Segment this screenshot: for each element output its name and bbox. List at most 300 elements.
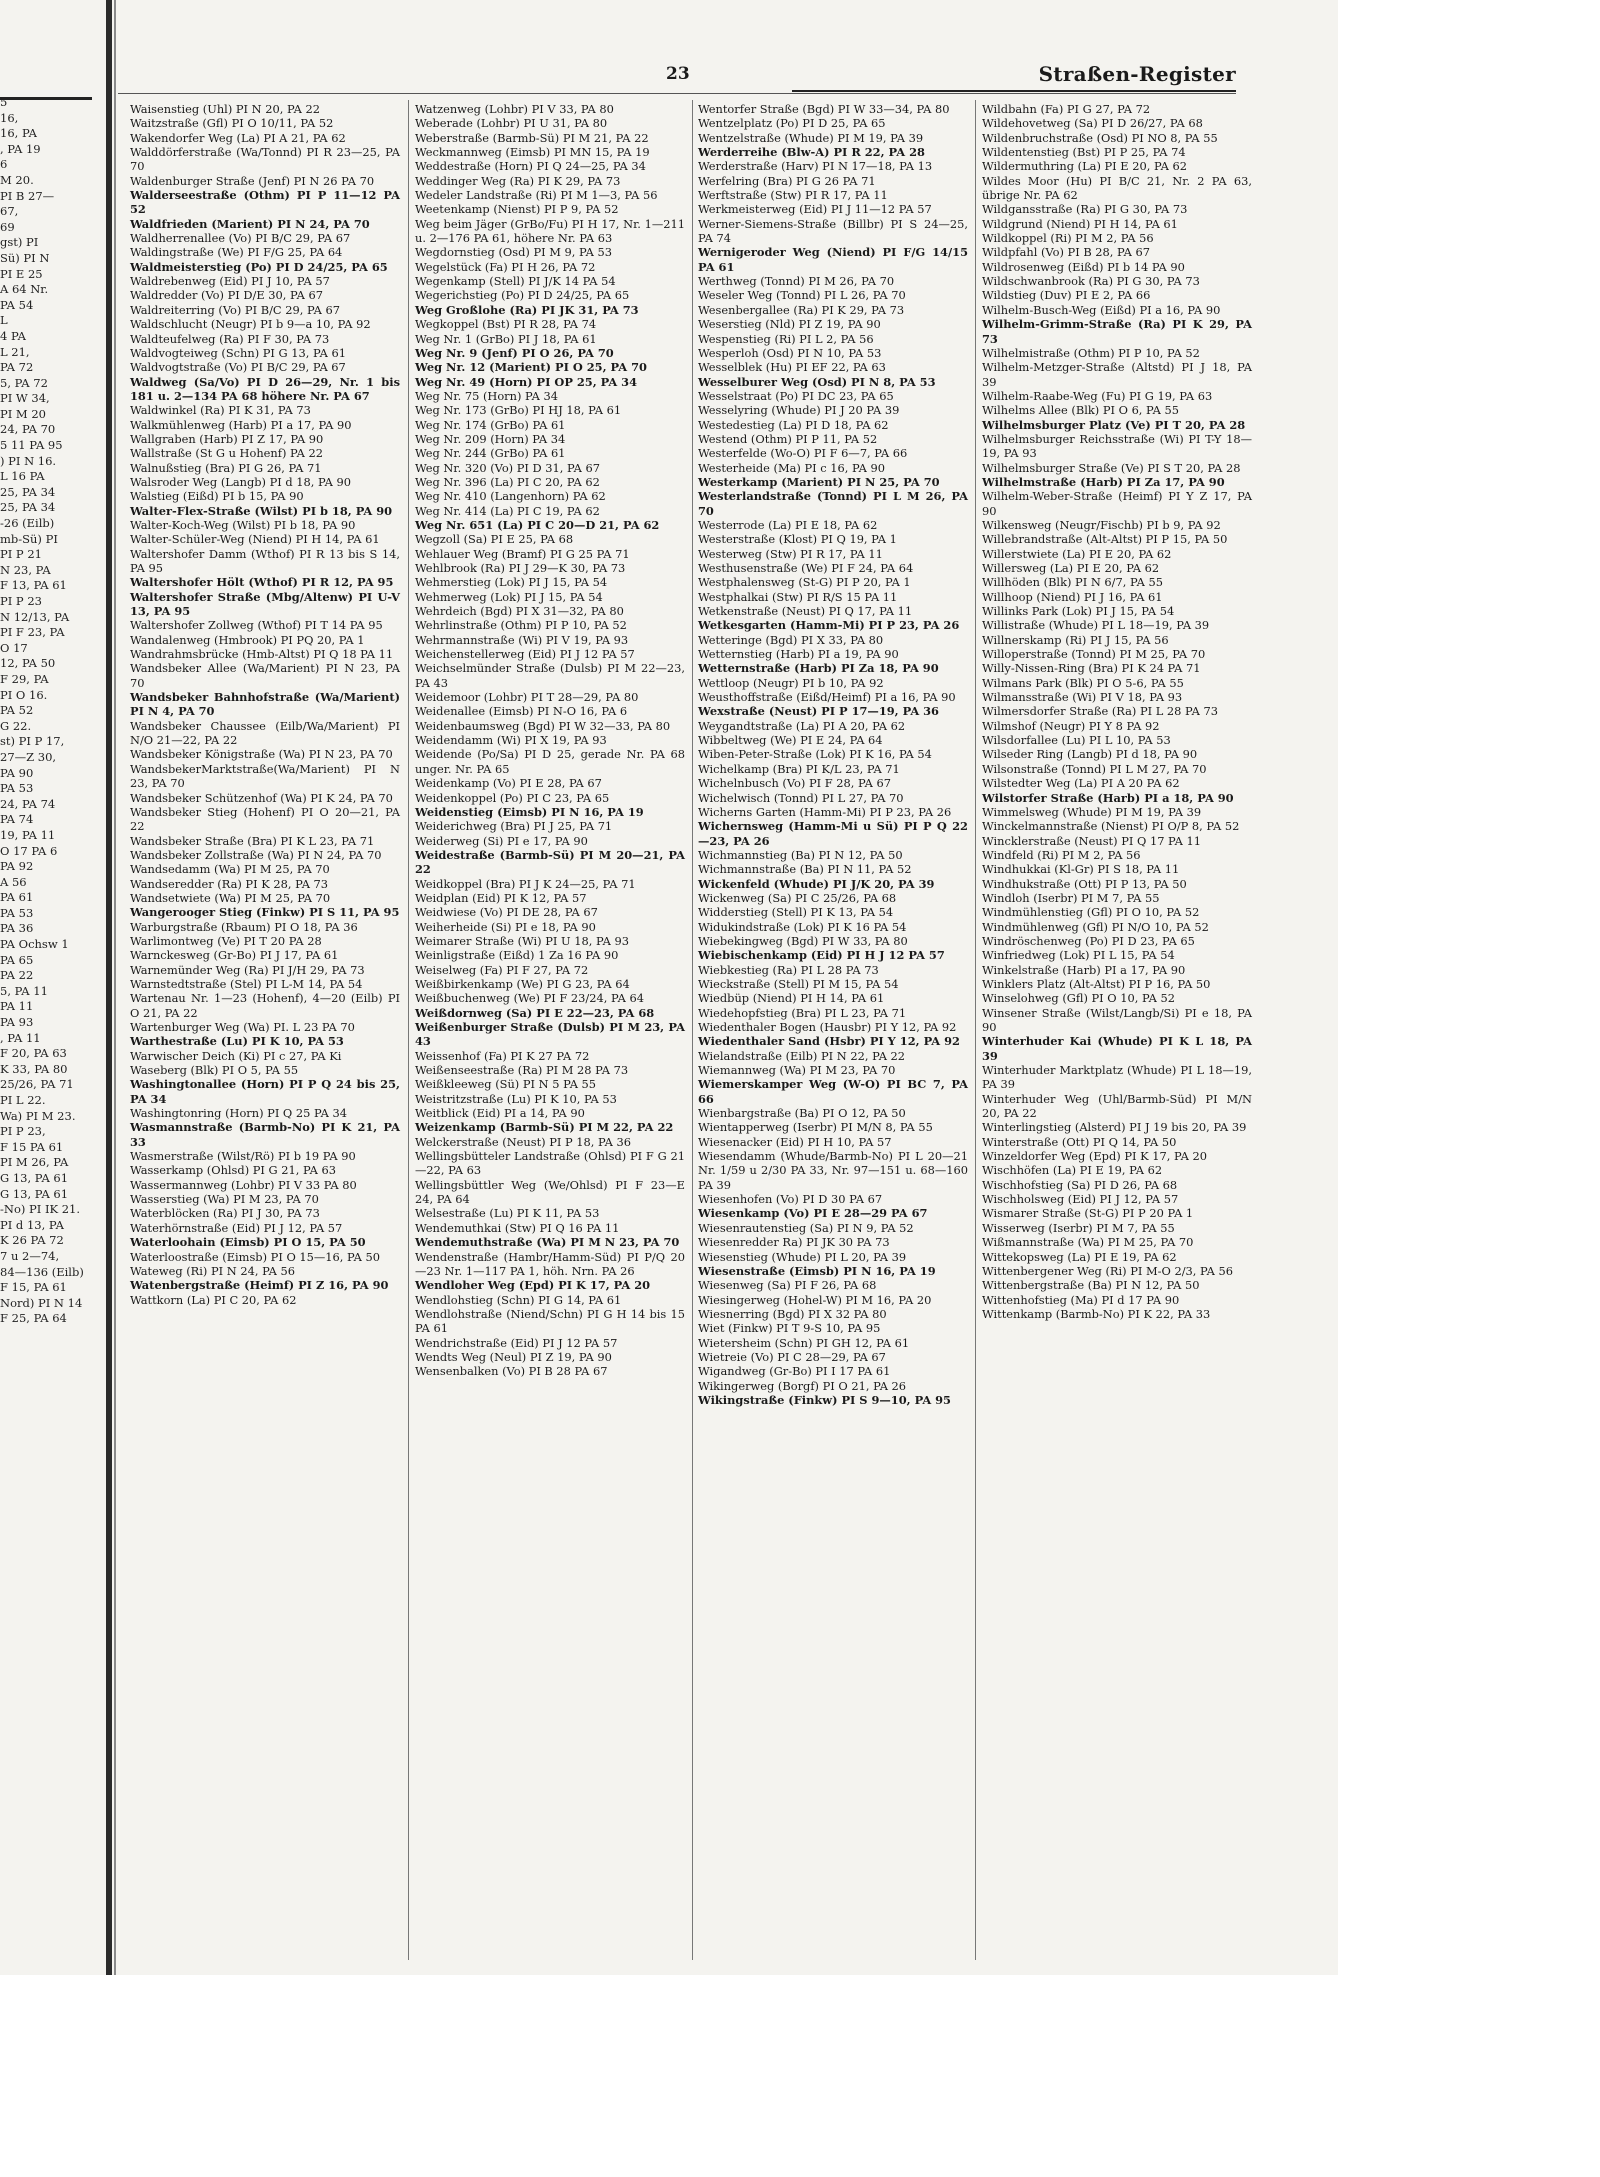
register-entry: Wientapperweg (Iserbr) PI M/N 8, PA 55 <box>698 1120 933 1135</box>
register-entry: Wandsbeker Königstraße (Wa) PI N 23, PA 70 <box>130 747 393 762</box>
register-entry: Wildermuthring (La) PI E 20, PA 62 <box>982 159 1187 174</box>
register-entry: Weg Nr. 320 (Vo) PI D 31, PA 67 <box>415 460 600 475</box>
column-divider <box>408 100 409 1960</box>
register-entry: Westedestieg (La) PI D 18, PA 62 <box>698 417 889 432</box>
register-entry: Waldrebenweg (Eid) PI J 10, PA 57 <box>130 274 330 289</box>
register-entry: Walnußstieg (Bra) PI G 26, PA 71 <box>130 460 322 475</box>
register-entry: Warburgstraße (Rbaum) PI O 18, PA 36 <box>130 919 358 934</box>
register-entry: Weberade (Lohbr) PI U 31, PA 80 <box>415 116 608 131</box>
register-entry: Willy-Nissen-Ring (Bra) PI K 24 PA 71 <box>982 661 1201 676</box>
register-entry: Willersweg (La) PI E 20, PA 62 <box>982 561 1160 575</box>
register-entry: Weg beim Jäger (GrBo/Fu) PI H 17, Nr. 1—211 u. 2—176 PA 61, höhere Nr. PA 63 <box>415 216 685 246</box>
register-entry: Weetenkamp (Nienst) PI P 9, PA 52 <box>415 202 619 217</box>
page-header <box>118 60 1236 90</box>
register-entry: Wandseredder (Ra) PI K 28, PA 73 <box>130 876 329 891</box>
register-entry: Wicherns Garten (Hamm-Mi) PI P 23, PA 26 <box>698 804 952 819</box>
register-entry: Weistritzstraße (Lu) PI K 10, PA 53 <box>415 1091 617 1106</box>
book-gutter <box>106 0 112 1975</box>
register-entry: Westerlandstraße (Tonnd) PI L M 26, PA 70 <box>698 489 968 518</box>
register-entry: Windmühlenstieg (Gfl) PI O 10, PA 52 <box>982 905 1200 920</box>
register-entry: Warnckesweg (Gr-Bo) PI J 17, PA 61 <box>130 948 339 963</box>
left-page-fragment: PI d 13, PA <box>0 1217 64 1232</box>
register-entry: Wilhelm-Raabe-Weg (Fu) PI G 19, PA 63 <box>982 388 1213 403</box>
register-entry: Waldwinkel (Ra) PI K 31, PA 73 <box>130 403 311 418</box>
register-entry: Weckmannweg (Eimsb) PI MN 15, PA 19 <box>415 145 650 160</box>
left-page-fragment: 25/26, PA 71 <box>0 1077 74 1092</box>
register-entry: Weitblick (Eid) PI a 14, PA 90 <box>415 1106 585 1121</box>
register-entry: Wischholsweg (Eid) PI J 12, PA 57 <box>982 1192 1179 1207</box>
register-entry: Willnerskamp (Ri) PI J 15, PA 56 <box>982 632 1169 647</box>
register-entry: Weiderweg (Si) PI e 17, PA 90 <box>415 833 588 848</box>
left-page-fragment: ) PI N 16. <box>0 453 57 468</box>
left-page-fragment: PI M 26, PA <box>0 1155 69 1170</box>
left-page-fragment: F 15, PA 61 <box>0 1280 67 1295</box>
register-entry: Wellingsbütteler Landstraße (Ohlsd) PI F G 21—22, PA 63 <box>415 1149 685 1178</box>
register-entry: Wegdornstieg (Osd) PI M 9, PA 53 <box>415 245 612 260</box>
register-entry: Wakendorfer Weg (La) PI A 21, PA 62 <box>130 130 346 145</box>
register-entry: Wikingerweg (Borgf) PI O 21, PA 26 <box>698 1378 907 1393</box>
register-entry: Weichselmünder Straße (Dulsb) PI M 22—23, PA 43 <box>415 661 685 690</box>
register-entry: Wildkoppel (Ri) PI M 2, PA 56 <box>982 231 1154 246</box>
left-page-fragment: PA 74 <box>0 812 34 827</box>
register-entry: Weiherheide (Si) PI e 18, PA 90 <box>415 919 596 934</box>
left-page-fragment: 4 PA <box>0 328 26 343</box>
register-entry: Willoperstraße (Tonnd) PI M 25, PA 70 <box>982 647 1206 662</box>
register-entry: Wilsdorfallee (Lu) PI L 10, PA 53 <box>982 733 1171 748</box>
register-entry: Waldweg (Sa/Vo) PI D 26—29, Nr. 1 bis 181 u. 2—134 PA 68 höhere Nr. PA 67 <box>130 374 400 403</box>
register-entry: Wandsetwiete (Wa) PI M 25, PA 70 <box>130 890 331 905</box>
left-page-fragment: PI B 27— <box>0 188 55 203</box>
register-entry: Willhöden (Blk) PI N 6/7, PA 55 <box>982 575 1163 590</box>
register-entry: Watzenweg (Lohbr) PI V 33, PA 80 <box>415 102 614 116</box>
register-entry: Wiebkestieg (Ra) PI L 28 PA 73 <box>698 962 879 977</box>
register-entry: Wendlohstieg (Schn) PI G 14, PA 61 <box>415 1292 622 1307</box>
register-entry: Weidestraße (Barmb-Sü) PI M 20—21, PA 22 <box>415 847 685 877</box>
register-entry: Weidende (Po/Sa) PI D 25, gerade Nr. PA 68 unger. Nr. PA 65 <box>415 747 685 776</box>
left-page-fragment: PI E 25 <box>0 266 43 281</box>
register-entry: Wiesenkamp (Vo) PI E 28—29 PA 67 <box>698 1206 928 1221</box>
register-entry: Welckerstraße (Neust) PI P 18, PA 36 <box>415 1134 631 1149</box>
register-column-3 <box>698 102 968 1407</box>
register-entry: Wellingsbüttler Weg (We/Ohlsd) PI F 23—E 24, PA 64 <box>415 1177 685 1207</box>
left-page-fragment: PI F 23, PA <box>0 625 65 640</box>
left-page-fragment: 24, PA 70 <box>0 422 56 437</box>
register-entry: Wernigeroder Weg (Niend) PI F/G 14/15 PA 61 <box>698 245 968 274</box>
left-page-fragment: PA 53 <box>0 905 34 920</box>
register-entry: Wentzelstraße (Whude) PI M 19, PA 39 <box>698 130 924 145</box>
register-entry: Wentorfer Straße (Bgd) PI W 33—34, PA 80 <box>698 102 950 116</box>
left-page-fragment: , PA 11 <box>0 1030 41 1045</box>
register-entry: Wildgansstraße (Ra) PI G 30, PA 73 <box>982 202 1188 217</box>
register-entry: Wimmelsweg (Whude) PI M 19, PA 39 <box>982 804 1202 819</box>
register-entry: Weißbirkenkamp (We) PI G 23, PA 64 <box>415 976 630 991</box>
left-page-fragment: 5 <box>0 95 8 109</box>
register-entry: Wendlohstraße (Niend/Schn) PI G H 14 bis 15 PA 61 <box>415 1306 685 1336</box>
register-entry: Willhoop (Niend) PI J 16, PA 61 <box>982 589 1163 604</box>
register-entry: Windröschenweg (Po) PI D 23, PA 65 <box>982 933 1195 948</box>
register-entry: Waldredder (Vo) PI D/E 30, PA 67 <box>130 288 323 303</box>
register-entry: Weg Nr. 75 (Horn) PA 34 <box>415 388 558 403</box>
register-column-1 <box>130 102 400 1307</box>
register-entry: Walter-Koch-Weg (Wilst) PI b 18, PA 90 <box>130 517 356 532</box>
register-entry: Weygandtstraße (La) PI A 20, PA 62 <box>698 718 906 733</box>
register-entry: Wilhelm-Busch-Weg (Eißd) PI a 16, PA 90 <box>982 302 1221 317</box>
register-entry: Waldfrieden (Marient) PI N 24, PA 70 <box>130 216 370 231</box>
register-entry: Weserstieg (Nld) PI Z 19, PA 90 <box>698 317 881 332</box>
register-entry: Waldschlucht (Neugr) PI b 9—a 10, PA 92 <box>130 317 371 332</box>
left-page-fragment: F 29, PA <box>0 671 49 686</box>
register-entry: Weißdornweg (Sa) PI E 22—23, PA 68 <box>415 1005 655 1020</box>
register-entry: Wilhelm-Metzger-Straße (Altstd) PI J 18, PA 39 <box>982 360 1252 389</box>
register-entry: Weidendamm (Wi) PI X 19, PA 93 <box>415 733 607 748</box>
left-page-fragment: PI W 34, <box>0 391 50 406</box>
left-page-fragment: L 21, <box>0 344 30 359</box>
register-entry: Wehlbrook (Ra) PI J 29—K 30, PA 73 <box>415 561 626 575</box>
left-page-fragment: PA 53 <box>0 781 34 796</box>
left-page-fragment: N 12/13, PA <box>0 609 70 624</box>
left-page-fragment: 67, <box>0 204 19 219</box>
register-entry: Wettloop (Neugr) PI b 10, PA 92 <box>698 675 884 690</box>
register-entry: Westerrode (La) PI E 18, PA 62 <box>698 517 878 532</box>
register-entry: Wildbahn (Fa) PI G 27, PA 72 <box>982 102 1151 116</box>
register-entry: Wietreie (Vo) PI C 28—29, PA 67 <box>698 1349 886 1364</box>
register-entry: Wiesendamm (Whude/Barmb-No) PI L 20—21 Nr. 1/59 u 2/30 PA 33, Nr. 97—151 u. 68—160 PA 39 <box>698 1149 968 1192</box>
left-page-fragment: 5, PA 11 <box>0 983 48 998</box>
left-page-fragment: 5, PA 72 <box>0 375 48 390</box>
left-page-fragment: PA Ochsw 1 <box>0 937 69 952</box>
register-entry: Wielandstraße (Eilb) PI N 22, PA 22 <box>698 1048 906 1063</box>
left-page-fragment: N 23, PA <box>0 562 51 577</box>
register-entry: Waterloostraße (Eimsb) PI O 15—16, PA 50 <box>130 1249 380 1264</box>
left-page-fragment: O 17 <box>0 640 28 655</box>
register-entry: Wandsbeker Chaussee (Eilb/Wa/Marient) PI N/O 21—22, PA 22 <box>130 718 400 748</box>
left-page-fragment: L <box>0 313 8 328</box>
register-entry: Wilmansstraße (Wi) PI V 18, PA 93 <box>982 690 1183 705</box>
left-page-fragment: PI M 20 <box>0 406 46 421</box>
register-entry: Winterlingstieg (Alsterd) PI J 19 bis 20, PA 39 <box>982 1120 1247 1135</box>
register-entry: Wartenau Nr. 1—23 (Hohenf), 4—20 (Eilb) PI O 21, PA 22 <box>130 991 400 1020</box>
register-entry: Wandsbeker Allee (Wa/Marient) PI N 23, PA 70 <box>130 661 400 690</box>
register-entry: Wildenbruchstraße (Osd) PI NO 8, PA 55 <box>982 130 1218 145</box>
register-entry: Westhusenstraße (We) PI F 24, PA 64 <box>698 561 914 575</box>
register-entry: Wiesenacker (Eid) PI H 10, PA 57 <box>698 1134 892 1149</box>
register-entry: Walddörferstraße (Wa/Tonnd) PI R 23—25, PA 70 <box>130 145 400 174</box>
left-page-fragment: PI L 22. <box>0 1093 46 1107</box>
register-entry: Welsestraße (Lu) PI K 11, PA 53 <box>415 1206 600 1221</box>
left-page-fragment: 25, PA 34 <box>0 500 56 515</box>
register-entry: Weiderichweg (Bra) PI J 25, PA 71 <box>415 819 613 834</box>
register-entry: Winckelmannstraße (Nienst) PI O/P 8, PA 52 <box>982 819 1240 834</box>
register-entry: Wittekopsweg (La) PI E 19, PA 62 <box>982 1249 1177 1264</box>
register-entry: Walstieg (Eißd) PI b 15, PA 90 <box>130 489 304 504</box>
left-page-fragment: PA 65 <box>0 952 34 967</box>
left-page-fragment: 27—Z 30, <box>0 749 57 764</box>
register-entry: Wendenstraße (Hambr/Hamm-Süd) PI P/Q 20—23 Nr. 1—117 PA 1, höh. Nrn. PA 26 <box>415 1249 685 1278</box>
register-entry: Weg Großlohe (Ra) PI JK 31, PA 73 <box>415 302 639 317</box>
register-entry: Weberstraße (Barmb-Sü) PI M 21, PA 22 <box>415 130 649 145</box>
register-entry: Wiebekingweg (Bgd) PI W 33, PA 80 <box>698 933 908 948</box>
register-entry: Westphalkai (Stw) PI R/S 15 PA 11 <box>698 589 898 604</box>
register-entry: Werftstraße (Stw) PI R 17, PA 11 <box>698 188 888 203</box>
left-page-fragment: 16, <box>0 110 19 125</box>
register-entry: Weg Nr. 410 (Langenhorn) PA 62 <box>415 489 606 504</box>
register-entry: Wehrlinstraße (Othm) PI P 10, PA 52 <box>415 618 627 633</box>
register-entry: Wallgraben (Harb) PI Z 17, PA 90 <box>130 431 324 446</box>
register-entry: Wendts Weg (Neul) PI Z 19, PA 90 <box>415 1349 612 1364</box>
register-entry: Weg Nr. 209 (Horn) PA 34 <box>415 431 566 446</box>
register-entry: Walter-Flex-Straße (Wilst) PI b 18, PA 90 <box>130 503 393 518</box>
register-entry: Weidemoor (Lohbr) PI T 28—29, PA 80 <box>415 690 639 705</box>
register-entry: Washingtonring (Horn) PI Q 25 PA 34 <box>130 1106 347 1121</box>
register-entry: Warlimontweg (Ve) PI T 20 PA 28 <box>130 933 322 948</box>
register-entry: Weiselweg (Fa) PI F 27, PA 72 <box>415 962 589 977</box>
register-entry: Wallstraße (St G u Hohenf) PA 22 <box>130 446 323 461</box>
left-page-fragment: G 13, PA 61 <box>0 1170 69 1185</box>
left-page-fragment: 16, PA <box>0 126 37 141</box>
register-entry: Weidenkamp (Vo) PI E 28, PA 67 <box>415 776 602 791</box>
left-page-fragment: PA 61 <box>0 890 34 905</box>
register-entry: Weddestraße (Horn) PI Q 24—25, PA 34 <box>415 159 646 174</box>
register-entry: Winterhuder Kai (Whude) PI K L 18, PA 39 <box>982 1034 1252 1063</box>
register-entry: Winkelstraße (Harb) PI a 17, PA 90 <box>982 962 1186 977</box>
register-entry: Wisserweg (Iserbr) PI M 7, PA 55 <box>982 1220 1175 1235</box>
register-entry: Weg Nr. 244 (GrBo) PA 61 <box>415 446 566 461</box>
left-page-fragment: K 26 PA 72 <box>0 1233 64 1248</box>
register-entry: Wilhelm-Weber-Straße (Heimf) PI Y Z 17, PA 90 <box>982 489 1252 518</box>
left-page-fragment: Nord) PI N 14 <box>0 1295 83 1310</box>
register-entry: Wildschwanbrook (Ra) PI G 30, PA 73 <box>982 274 1200 289</box>
register-entry: Wilmersdorfer Straße (Ra) PI L 28 PA 73 <box>982 704 1219 719</box>
register-entry: Wegkoppel (Bst) PI R 28, PA 74 <box>415 317 597 332</box>
register-entry: Weidenbaumsweg (Bgd) PI W 32—33, PA 80 <box>415 718 671 733</box>
register-entry: Wilkensweg (Neugr/Fischb) PI b 9, PA 92 <box>982 517 1221 532</box>
register-entry: Wischhöfen (La) PI E 19, PA 62 <box>982 1163 1163 1178</box>
register-entry: Wiesenstieg (Whude) PI L 20, PA 39 <box>698 1249 907 1264</box>
register-entry: Wexstraße (Neust) PI P 17—19, PA 36 <box>698 704 939 719</box>
left-page-fragment: G 22. <box>0 718 32 733</box>
register-entry: Wetkenstraße (Neust) PI Q 17, PA 11 <box>698 604 913 619</box>
left-page-fragment: PA 36 <box>0 921 34 936</box>
register-entry: Wilstedter Weg (La) PI A 20 PA 62 <box>982 776 1180 791</box>
register-entry: Wattkorn (La) PI C 20, PA 62 <box>130 1292 297 1307</box>
register-entry: Wentzelplatz (Po) PI D 25, PA 65 <box>698 116 886 131</box>
register-entry: Weg Nr. 396 (La) PI C 20, PA 62 <box>415 474 600 489</box>
register-entry: Wildentenstieg (Bst) PI P 25, PA 74 <box>982 145 1186 160</box>
register-entry: Wigandweg (Gr-Bo) PI I 17 PA 61 <box>698 1364 891 1379</box>
register-entry: Wildrosenweg (Eißd) PI b 14 PA 90 <box>982 259 1185 274</box>
register-entry: Weißenseestraße (Ra) PI M 28 PA 73 <box>415 1063 629 1078</box>
register-entry: Westerkamp (Marient) PI N 25, PA 70 <box>698 474 940 489</box>
register-entry: Wismarer Straße (St-G) PI P 20 PA 1 <box>982 1206 1194 1221</box>
register-entry: Wensenbalken (Vo) PI B 28 PA 67 <box>415 1364 608 1379</box>
left-page-fragment: 6 <box>0 157 8 172</box>
register-entry: Weg Nr. 1 (GrBo) PI J 18, PA 61 <box>415 331 597 346</box>
register-entry: Wehmerstieg (Lok) PI J 15, PA 54 <box>415 575 608 590</box>
register-entry: Walsroder Weg (Langb) PI d 18, PA 90 <box>130 474 352 489</box>
register-entry: WandsbekerMarktstraße(Wa/Marient) PI N 23, PA 70 <box>130 761 400 791</box>
register-entry: Winterhuder Marktplatz (Whude) PI L 18—19, PA 39 <box>982 1063 1252 1092</box>
register-entry: Wildstieg (Duv) PI E 2, PA 66 <box>982 288 1151 303</box>
left-page-fragment: Wa) PI M 23. <box>0 1108 76 1123</box>
register-entry: Wilhelmstraße (Harb) PI Za 17, PA 90 <box>982 474 1225 489</box>
register-entry: Windhukstraße (Ott) PI P 13, PA 50 <box>982 876 1187 891</box>
left-page-fragment: PI P 21 <box>0 547 42 562</box>
register-entry: Wendemuthkai (Stw) PI Q 16 PA 11 <box>415 1220 620 1235</box>
register-entry: Wikingstraße (Finkw) PI S 9—10, PA 95 <box>698 1392 951 1407</box>
register-entry: Wegerichstieg (Po) PI D 24/25, PA 65 <box>415 288 630 303</box>
register-entry: Wichelnbusch (Vo) PI F 28, PA 67 <box>698 776 891 791</box>
register-entry: Weißbuchenweg (We) PI F 23/24, PA 64 <box>415 991 644 1006</box>
register-entry: Wasserkamp (Ohlsd) PI G 21, PA 63 <box>130 1163 336 1178</box>
register-entry: Wetternstieg (Harb) PI a 19, PA 90 <box>698 647 899 662</box>
register-entry: Wildes Moor (Hu) PI B/C 21, Nr. 2 PA 63, übrige Nr. PA 62 <box>982 173 1252 203</box>
register-entry: Wasserstieg (Wa) PI M 23, PA 70 <box>130 1192 319 1207</box>
left-page-fragment: 69 <box>0 219 15 234</box>
register-entry: Weißenburger Straße (Dulsb) PI M 23, PA 43 <box>415 1020 685 1049</box>
register-entry: Warthestraße (Lu) PI K 10, PA 53 <box>130 1034 344 1049</box>
left-page-fragment: PI O 16. <box>0 687 48 702</box>
register-entry: Waldingstraße (We) PI F/G 25, PA 64 <box>130 245 343 260</box>
register-entry: Wangerooger Stieg (Finkw) PI S 11, PA 95 <box>130 905 400 920</box>
register-entry: Waltershofer Straße (Mbg/Altenw) PI U-V 13, PA 95 <box>130 589 400 619</box>
register-entry: Warwischer Deich (Ki) PI c 27, PA Ki <box>130 1048 342 1063</box>
register-entry: Widderstieg (Stell) PI K 13, PA 54 <box>698 905 894 920</box>
register-entry: Wesperloh (Osd) PI N 10, PA 53 <box>698 345 882 360</box>
register-entry: Wetternstraße (Harb) PI Za 18, PA 90 <box>698 661 939 676</box>
register-entry: Wißmannstraße (Wa) PI M 25, PA 70 <box>982 1235 1194 1250</box>
register-entry: Wilhelmsburger Straße (Ve) PI S T 20, PA 28 <box>982 460 1241 475</box>
left-page-fragment: 24, PA 74 <box>0 796 56 811</box>
register-column-2 <box>415 102 685 1379</box>
register-entry: Wilstorfer Straße (Harb) PI a 18, PA 90 <box>982 790 1234 805</box>
left-page-fragment: F 13, PA 61 <box>0 578 67 593</box>
register-entry: Wiemerskamper Weg (W-O) PI BC 7, PA 66 <box>698 1077 968 1106</box>
register-entry: Werderstraße (Harv) PI N 17—18, PA 13 <box>698 159 933 174</box>
register-entry: Weimarer Straße (Wi) PI U 18, PA 93 <box>415 933 629 948</box>
register-entry: Wegelstück (Fa) PI H 26, PA 72 <box>415 259 596 274</box>
left-page-fragment: PA 22 <box>0 968 34 983</box>
register-entry: Weidplan (Eid) PI K 12, PA 57 <box>415 890 587 905</box>
register-entry: Weseler Weg (Tonnd) PI L 26, PA 70 <box>698 288 906 303</box>
register-entry: Wandrahmsbrücke (Hmb-Altst) PI Q 18 PA 11 <box>130 647 394 662</box>
register-entry: Wehlauer Weg (Bramf) PI G 25 PA 71 <box>415 546 630 561</box>
register-entry: Werkmeisterweg (Eid) PI J 11—12 PA 57 <box>698 202 932 217</box>
register-entry: Wandsbeker Zollstraße (Wa) PI N 24, PA 70 <box>130 847 382 862</box>
register-entry: Wandsbeker Stieg (Hohenf) PI O 20—21, PA 22 <box>130 804 400 834</box>
left-page-fragment: PA 90 <box>0 765 34 780</box>
register-entry: Weg Nr. 414 (La) PI C 19, PA 62 <box>415 503 600 518</box>
register-entry: Waisenstieg (Uhl) PI N 20, PA 22 <box>130 102 320 116</box>
left-page-fragment: PA 72 <box>0 360 34 375</box>
left-page-fragment: F 15 PA 61 <box>0 1139 64 1154</box>
register-entry: Wittenbergener Weg (Ri) PI M-O 2/3, PA 56 <box>982 1263 1233 1278</box>
register-entry: Wilseder Ring (Langb) PI d 18, PA 90 <box>982 747 1198 762</box>
register-entry: Waseberg (Blk) PI O 5, PA 55 <box>130 1063 299 1078</box>
register-entry: Westerstraße (Klost) PI Q 19, PA 1 <box>698 532 897 547</box>
register-entry: Wickenfeld (Whude) PI J/K 20, PA 39 <box>698 876 935 891</box>
register-entry: Weichenstellerweg (Eid) PI J 12 PA 57 <box>415 647 635 662</box>
register-entry: Wandsbeker Straße (Bra) PI K L 23, PA 71 <box>130 833 375 848</box>
header-rule-thin <box>118 93 1236 94</box>
register-entry: Widukindstraße (Lok) PI K 16 PA 54 <box>698 919 907 934</box>
register-entry: Wilsonstraße (Tonnd) PI L M 27, PA 70 <box>982 761 1207 776</box>
left-page-fragment: PA 92 <box>0 859 34 874</box>
register-entry: Wehrdeich (Bgd) PI X 31—32, PA 80 <box>415 604 624 619</box>
register-entry: Wandsedamm (Wa) PI M 25, PA 70 <box>130 862 330 877</box>
register-entry: Walter-Schüler-Weg (Niend) PI H 14, PA 61 <box>130 532 380 547</box>
register-entry: Wickenweg (Sa) PI C 25/26, PA 68 <box>698 890 897 905</box>
register-entry: Westerfelde (Wo-O) PI F 6—7, PA 66 <box>698 446 908 461</box>
column-divider <box>692 100 693 1960</box>
register-entry: Westphalensweg (St-G) PI P 20, PA 1 <box>698 575 911 590</box>
register-entry: Wegenkamp (Stell) PI J/K 14 PA 54 <box>415 274 616 289</box>
register-entry: Wichernsweg (Hamm-Mi u Sü) PI P Q 22—23, PA 26 <box>698 819 968 848</box>
register-entry: Wasmerstraße (Wilst/Rö) PI b 19 PA 90 <box>130 1149 356 1164</box>
register-entry: Wilhelmsburger Reichsstraße (Wi) PI T-Y 18—19, PA 93 <box>982 431 1252 461</box>
register-entry: Weg Nr. 49 (Horn) PI OP 25, PA 34 <box>415 374 638 389</box>
left-page-fragment: -No) PI IK 21. <box>0 1202 81 1217</box>
left-page-fragment: PI P 23 <box>0 594 42 608</box>
register-entry: Warnemünder Weg (Ra) PI J/H 29, PA 73 <box>130 962 365 977</box>
register-entry: Windmühlenweg (Gfl) PI N/O 10, PA 52 <box>982 919 1209 934</box>
register-entry: Werner-Siemens-Straße (Billbr) PI S 24—25, PA 74 <box>698 216 968 246</box>
register-entry: Wesselblek (Hu) PI EF 22, PA 63 <box>698 360 886 375</box>
left-page-fragment: O 17 PA 6 <box>0 843 58 858</box>
register-entry: Wiedenthaler Bogen (Hausbr) PI Y 12, PA 92 <box>698 1020 957 1034</box>
register-entry: Wiebischenkamp (Eid) PI H J 12 PA 57 <box>698 948 945 963</box>
register-entry: Wassermannweg (Lohbr) PI V 33 PA 80 <box>130 1177 357 1192</box>
register-entry: Wietersheim (Schn) PI GH 12, PA 61 <box>698 1335 910 1350</box>
register-entry: Westerweg (Stw) PI R 17, PA 11 <box>698 546 883 561</box>
register-entry: Wilmans Park (Blk) PI O 5-6, PA 55 <box>982 675 1184 690</box>
left-page-fragment: mb-Sü) PI <box>0 531 58 546</box>
register-entry: Wetkesgarten (Hamm-Mi) PI P 23, PA 26 <box>698 618 960 633</box>
register-entry: Waldvogtstraße (Vo) PI B/C 29, PA 67 <box>130 360 346 375</box>
register-column-4 <box>982 102 1252 1321</box>
register-entry: Wilhelmistraße (Othm) PI P 10, PA 52 <box>982 345 1200 360</box>
left-page-fragment: F 20, PA 63 <box>0 1046 67 1061</box>
register-entry: Wesselstraat (Po) PI DC 23, PA 65 <box>698 388 894 403</box>
book-gutter-edge <box>114 0 116 1975</box>
register-entry: Weg Nr. 174 (GrBo) PA 61 <box>415 417 566 432</box>
register-entry: Wieckstraße (Stell) PI M 15, PA 54 <box>698 976 899 991</box>
left-page-fragment: M 20. <box>0 172 34 187</box>
register-entry: Wilhelmsburger Platz (Ve) PI T 20, PA 28 <box>982 417 1246 432</box>
register-entry: Waitzstraße (Gfl) PI O 10/11, PA 52 <box>130 116 334 131</box>
register-entry: Wincklerstraße (Neust) PI Q 17 PA 11 <box>982 833 1202 848</box>
register-entry: Waterblöcken (Ra) PI J 30, PA 73 <box>130 1206 320 1221</box>
register-entry: Wilhelms Allee (Blk) PI O 6, PA 55 <box>982 403 1180 418</box>
register-entry: Walderseestraße (Othm) PI P 11—12 PA 52 <box>130 188 400 217</box>
register-entry: Wiedehopfstieg (Bra) PI L 23, PA 71 <box>698 1005 907 1020</box>
register-entry: Waterhörnstraße (Eid) PI J 12, PA 57 <box>130 1220 343 1235</box>
register-entry: Westerheide (Ma) PI c 16, PA 90 <box>698 460 885 475</box>
register-entry: Windfeld (Ri) PI M 2, PA 56 <box>982 847 1141 862</box>
register-entry: Waldenburger Straße (Jenf) PI N 26 PA 70 <box>130 173 375 188</box>
register-entry: Weidkoppel (Bra) PI J K 24—25, PA 71 <box>415 876 636 891</box>
left-page-fragment: PA 93 <box>0 1015 34 1030</box>
register-entry: Waltershofer Zollweg (Wthof) PI T 14 PA 95 <box>130 618 383 633</box>
register-entry: Wiben-Peter-Straße (Lok) PI K 16, PA 54 <box>698 747 932 762</box>
left-page-fragment: G 13, PA 61 <box>0 1186 69 1201</box>
register-entry: Wichmannstraße (Ba) PI N 11, PA 52 <box>698 862 912 877</box>
left-page-fragment: PA 11 <box>0 999 34 1014</box>
column-divider <box>975 100 976 1960</box>
register-entry: Weg Nr. 9 (Jenf) PI O 26, PA 70 <box>415 345 614 360</box>
register-entry: Wendloher Weg (Epd) PI K 17, PA 20 <box>415 1278 651 1293</box>
left-page-fragment: Sü) PI N <box>0 250 50 265</box>
register-entry: Waldmeisterstieg (Po) PI D 24/25, PA 65 <box>130 259 388 274</box>
